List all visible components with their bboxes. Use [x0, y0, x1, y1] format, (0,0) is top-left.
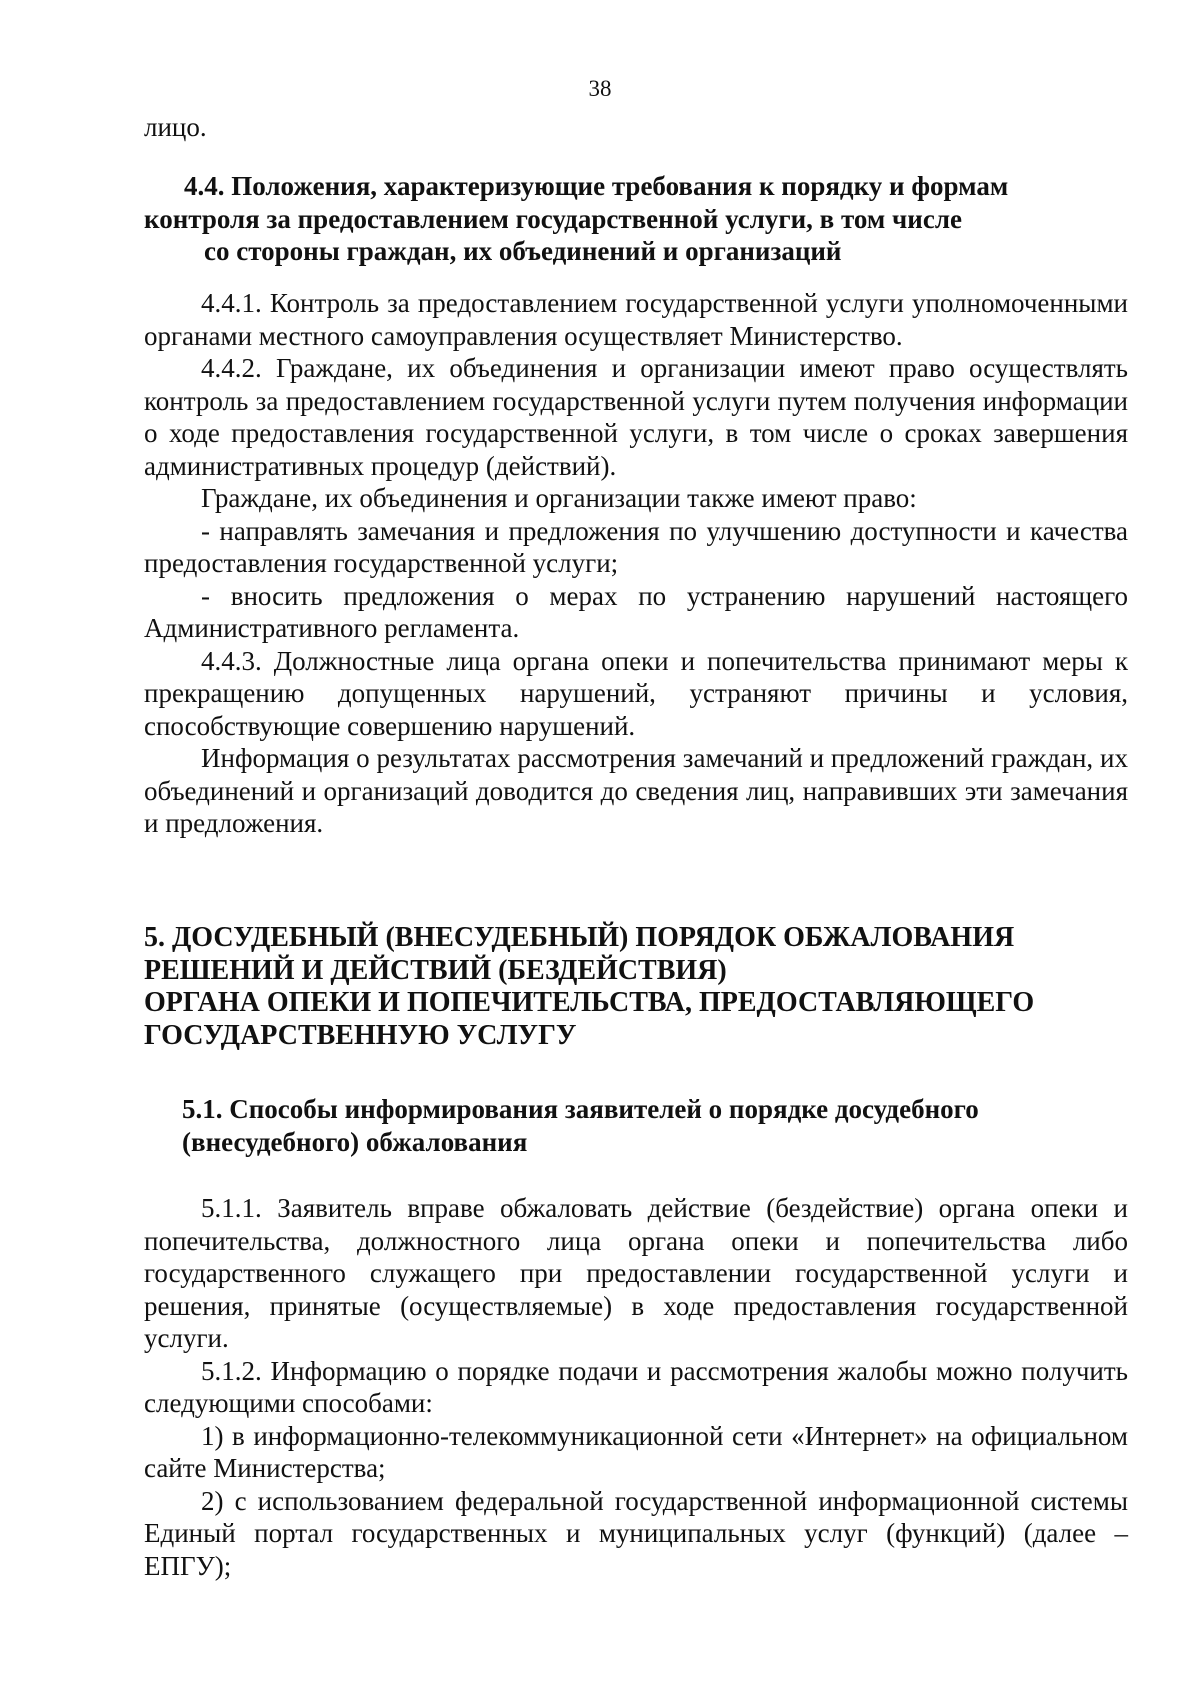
- paragraph: 5.1.2. Информацию о порядке подачи и рассмотрения жалобы можно получить следующими способами:: [144, 1355, 1128, 1418]
- heading-line: контроля за предоставлением государственной услуги, в том числе: [144, 203, 962, 234]
- section-4-4-body: [144, 287, 1128, 840]
- heading-line: ГОСУДАРСТВЕННУЮ УСЛУГУ: [144, 1019, 577, 1051]
- paragraph: - направлять замечания и предложения по улучшению доступности и качества предоставления государственной услуги;: [144, 515, 1128, 578]
- heading-line: (внесудебного) обжалования: [182, 1126, 528, 1157]
- paragraph: 5.1.1. Заявитель вправе обжаловать действие (бездействие) органа опеки и попечительства, должностного лица органа опеки и попечительства либо государственного служащего при предоставлении государственной услуги и решения, принятые (осуществляемые) в ходе предоставления государственной услуги.: [144, 1193, 1128, 1353]
- paragraph: 4.4.1. Контроль за предоставлением государственной услуги уполномоченными органами местного самоуправления осуществляет Министерство.: [144, 288, 1128, 351]
- section-5-heading: [144, 922, 1128, 1052]
- paragraph: 2) с использованием федеральной государственной информационной системы Единый портал государственных и муниципальных услуг (функций) (далее – ЕПГУ);: [144, 1485, 1128, 1581]
- page-number: 38: [588, 76, 612, 101]
- paragraph: 4.4.3. Должностные лица органа опеки и попечительства принимают меры к прекращению допущенных нарушений, устраняют причины и условия, способствующие совершению нарушений.: [144, 645, 1128, 741]
- heading-line: ОРГАНА ОПЕКИ И ПОПЕЧИТЕЛЬСТВА, ПРЕДОСТАВЛЯЮЩЕГО: [144, 987, 1035, 1018]
- paragraph: 1) в информационно-телекоммуникационной сети «Интернет» на официальном сайте Министерства;: [144, 1420, 1128, 1483]
- paragraph: Граждане, их объединения и организации также имеют право:: [201, 483, 917, 513]
- paragraph: Информация о результатах рассмотрения замечаний и предложений граждан, их объединений и организаций доводится до сведения лиц, направивших эти замечания и предложения.: [144, 743, 1128, 838]
- paragraph: - вносить предложения о мерах по устранению нарушений настоящего Административного регламента.: [144, 580, 1128, 643]
- continuation-line: лицо.: [144, 112, 207, 142]
- heading-line: 4.4. Положения, характеризующие требования к порядку и формам: [184, 171, 1009, 201]
- heading-line: РЕШЕНИЙ И ДЕЙСТВИЙ (БЕЗДЕЙСТВИЯ): [144, 954, 727, 986]
- heading-line: 5.1. Способы информирования заявителей о порядке досудебного: [182, 1094, 979, 1124]
- section-5-1-heading: [144, 1093, 1128, 1158]
- continuation-text: [144, 111, 1128, 144]
- section-5-1-body: [144, 1192, 1128, 1582]
- heading-line: 5. ДОСУДЕБНЫЙ (ВНЕСУДЕБНЫЙ) ПОРЯДОК ОБЖАЛОВАНИЯ: [144, 922, 1015, 953]
- heading-line: со стороны граждан, их объединений и организаций: [204, 236, 842, 266]
- paragraph: 4.4.2. Граждане, их объединения и организации имеют право осуществлять контроль за предоставлением государственной услуги путем получения информации о ходе предоставления государственной услуги, в том числе о сроках завершения административных процедур (действий).: [144, 353, 1128, 481]
- section-4-4-heading: [144, 170, 1128, 268]
